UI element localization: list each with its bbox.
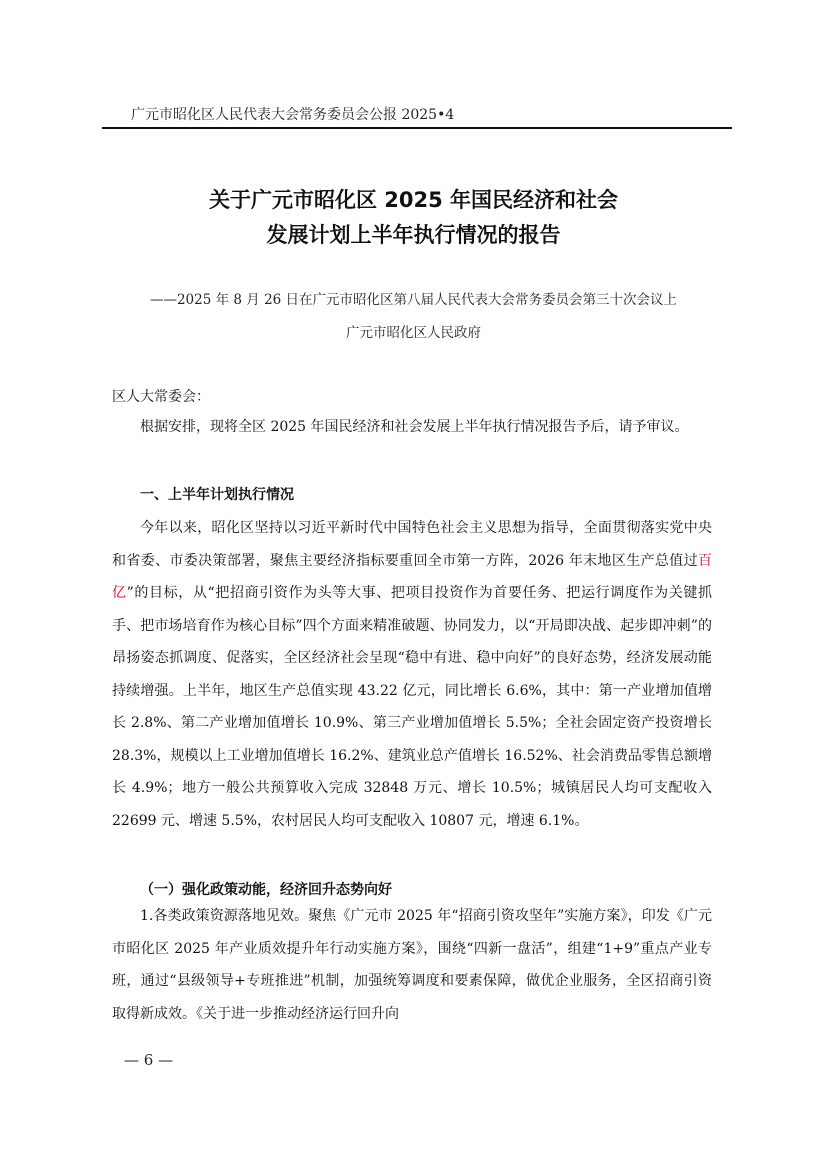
overview-text-rest: ”的目标，从“把招商引资作为头等大事、把项目投资作为首要任务、把运行调度作为关键抓手、把市场培育作为核心目标”四个方面来精准破题、协同发力，以“开局即决战、起步即冲刺”的昂扬姿态抓调度、促落实，全区经济社会呈现“稳中有进、稳中向好”的良好态势，经济发展动能持续增强。上半年，地区生产总值实现 43.22 亿元，同比增长 6.6%，其中：第一产业增加值增长 2.8%、第二产业增加值增长 10.9%、第三产业增加值增长 5.5%；全社会固定资产投资增长 28.3%，规模以上工业增加值增长 16.2%、建筑业总产值增长 16.52%、社会消费品零售总额增长 4.9%；地方一般公共预算收入完成 32848 万元、增长 10.5%；城镇居民人均可支配收入 22699 元、增速 5.5%，农村居民人均可支配收入 10807 元，增速 6.1%。 — [112, 585, 713, 829]
overview-text-start: 今年以来，昭化区坚持以习近平新时代中国特色社会主义思想为指导，全面贯彻落实党中央和省委、市委决策部署，聚焦主要经济指标要重回全市第一方阵，2026 年末地区生产总值过 — [112, 520, 712, 569]
report-title-line-1: 关于广元市昭化区 2025 年国民经济和社会 — [208, 188, 619, 212]
highlight-hundred-billion: 百亿 — [112, 552, 712, 601]
report-issuer: 广元市昭化区人民政府 — [346, 325, 481, 341]
page-number: — 6 — — [124, 1051, 174, 1069]
report-title-line-2: 发展计划上半年执行情况的报告 — [266, 223, 561, 247]
header-divider — [102, 127, 732, 129]
overview-paragraph — [112, 512, 712, 837]
intro-paragraph: 根据安排，现将全区 2025 年国民经济和社会发展上半年执行情况报告予后，请予审议。 — [140, 419, 689, 435]
subsection-heading-1: （一）强化政策动能，经济回升态势向好 — [140, 882, 392, 898]
section-heading-1: 一、上半年计划执行情况 — [140, 487, 294, 503]
policy-paragraph: 1.各类政策资源落地见效。聚焦《广元市 2025 年“招商引资攻坚年”实施方案》，印发《广元市昭化区 2025 年产业质效提升年行动实施方案》，围绕“四新一盘活”，组建“1+9”重点产业专班，通过“县级领导+专班推进”机制，加强统筹调度和要素保障，做优企业服务，全区招商引资取得新成效。《关于进一步推动经济运行回升向 — [112, 908, 712, 1022]
salutation: 区人大常委会： — [112, 389, 210, 405]
bulletin-header-title: 广元市昭化区人民代表大会常务委员会公报 2025•4 — [131, 107, 455, 123]
report-occasion: ——2025 年 8 月 26 日在广元市昭化区第八届人民代表大会常务委员会第三十次会议上 — [149, 292, 678, 308]
